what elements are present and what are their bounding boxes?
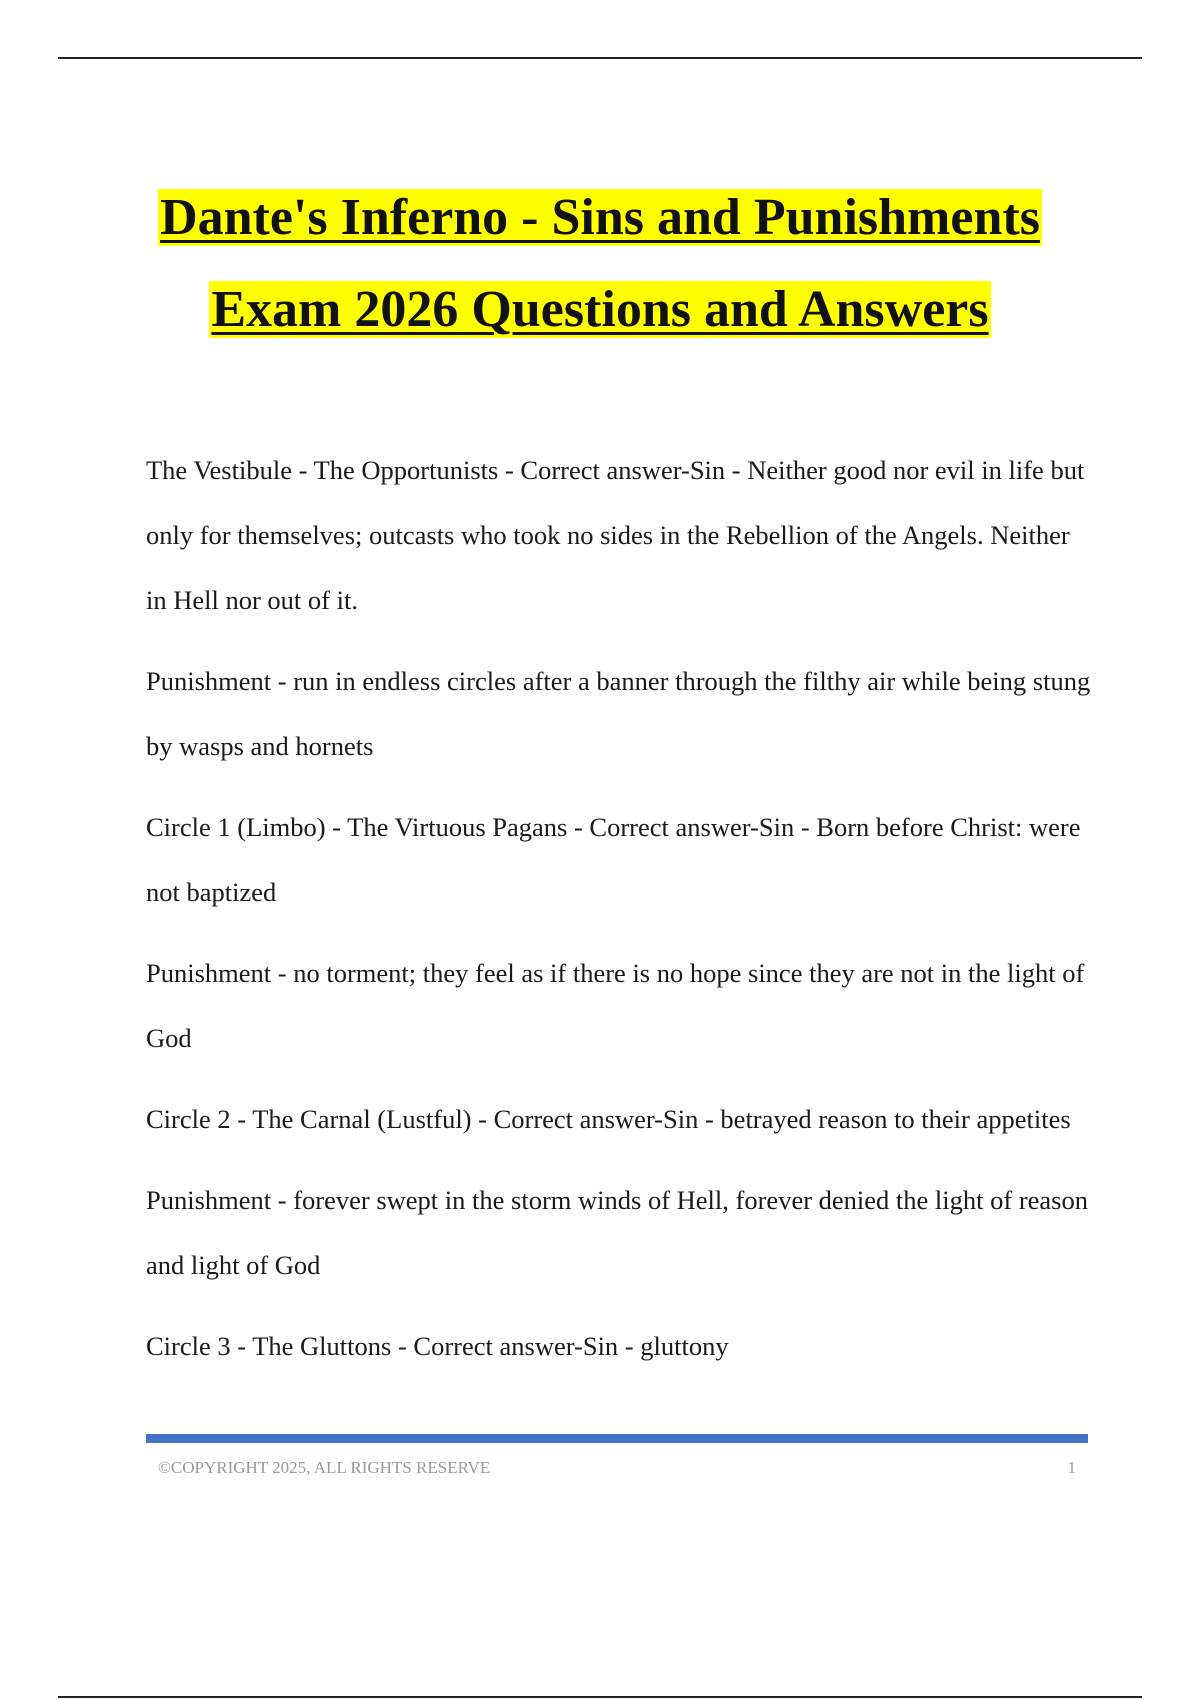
paragraph-vestibule-punishment: Punishment - run in endless circles after a banner through the filthy air while being stung by wasps and hornets [146,666,1091,761]
title-line-2 [0,264,1200,356]
document-title [0,172,1200,356]
paragraph-vestibule-sin: The Vestibule - The Opportunists - Correct answer-Sin - Neither good nor evil in life but only for themselves; outcasts who took no sides in the Rebellion of the Angels. Neither in Hell nor out of it. [146,455,1085,615]
paragraph-circle2-sin: Circle 2 - The Carnal (Lustful) - Correct answer-Sin - betrayed reason to their appetites [146,1104,1071,1134]
footer-copyright: ©COPYRIGHT 2025, ALL RIGHTS RESERVE [158,1458,491,1477]
title-text-1: Dante's Inferno - Sins and Punishments [160,189,1040,246]
title-line-1 [0,172,1200,264]
paragraph-circle3-sin: Circle 3 - The Gluttons - Correct answer-Sin - gluttony [146,1331,729,1361]
footer-page-number: 1 [1067,1458,1076,1477]
paragraph-circle1-punishment: Punishment - no torment; they feel as if there is no hope since they are not in the light of God [146,958,1085,1053]
top-rule [58,57,1142,59]
footer-divider-bar [146,1434,1088,1443]
document-body [146,438,1096,1395]
paragraph-circle1-sin: Circle 1 (Limbo) - The Virtuous Pagans - Correct answer-Sin - Born before Christ: were not baptized [146,812,1081,907]
paragraph-circle2-punishment: Punishment - forever swept in the storm winds of Hell, forever denied the light of reason and light of God [146,1185,1088,1280]
title-text-2: Exam 2026 Questions and Answers [211,281,989,338]
bottom-rule [58,1696,1142,1698]
